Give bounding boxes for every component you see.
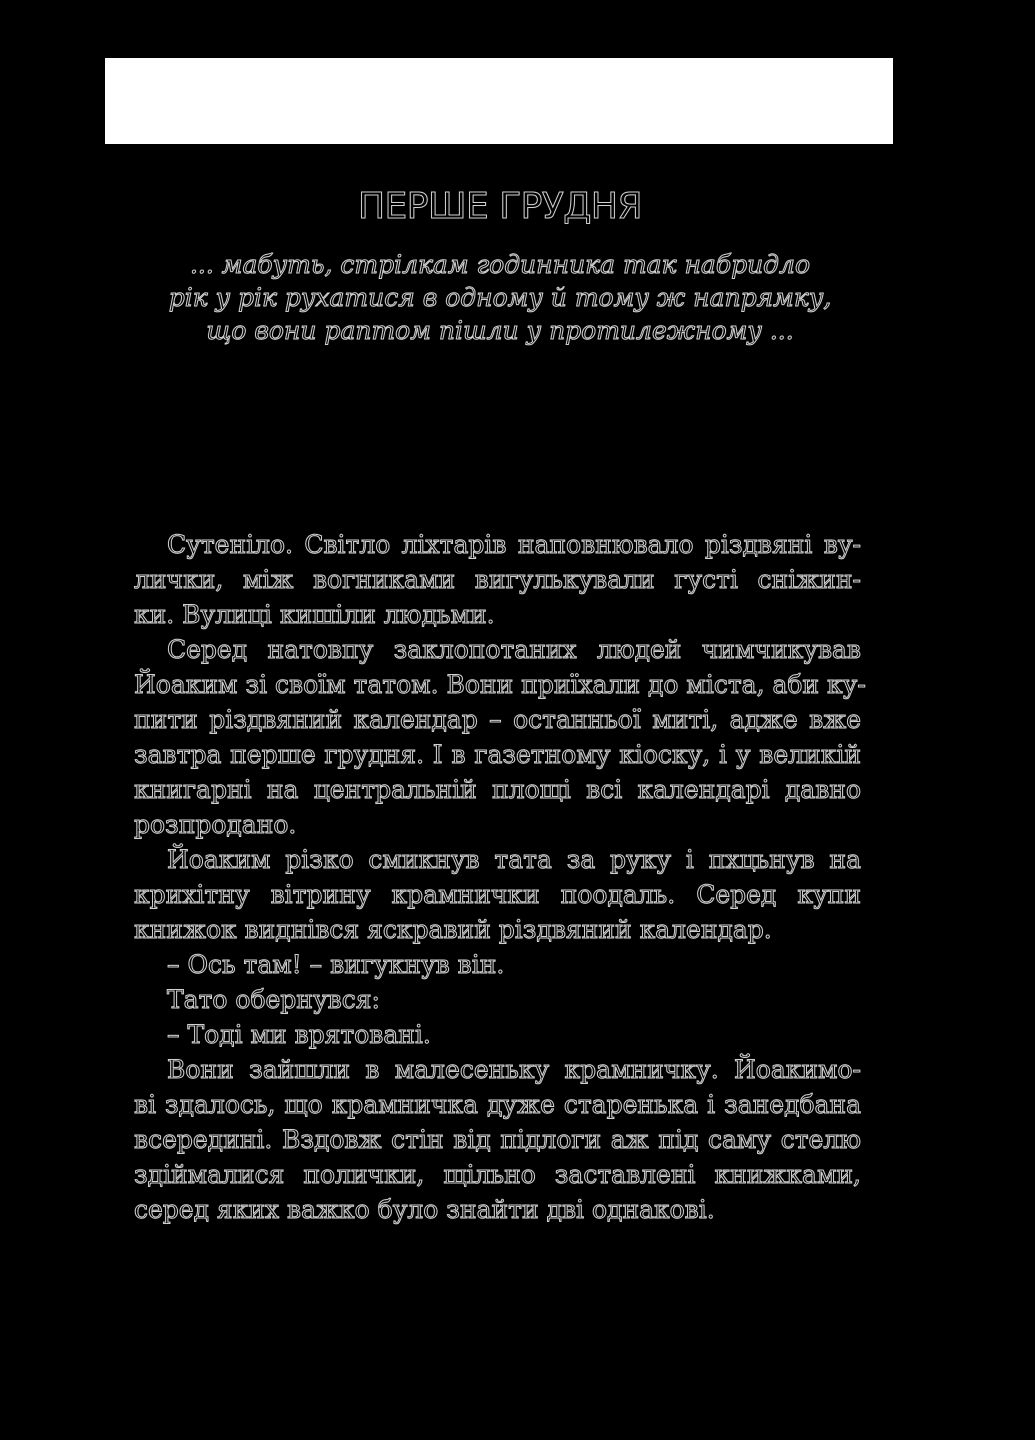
text-line: лички, між вогниками вигулькували густі сніжин- xyxy=(134,565,861,594)
epigraph-line: рік у рік рухатися в одному й тому ж напрямку, xyxy=(168,283,832,312)
epigraph-line: що вони раптом пішли у протилежному ... xyxy=(206,316,794,345)
text-line: – Тоді ми врятовані. xyxy=(167,1020,431,1049)
text-line: ки. Вулиці кишіли людьми. xyxy=(134,600,495,629)
text-line: всередині. Вздовж стін від підлоги аж під саму стелю xyxy=(134,1125,861,1154)
text-line: розпродано. xyxy=(134,810,297,839)
text-line: Йоаким зі своїм татом. Вони приїхали до міста, аби ку- xyxy=(134,670,866,699)
text-line: Йоаким різко смикнув тата за руку і пхцьнув на xyxy=(167,845,861,874)
text-line: Тато обернувся: xyxy=(167,985,380,1014)
epigraph xyxy=(0,248,1000,347)
text-line: Вони зайшли в малесеньку крамничку. Йоакимо- xyxy=(167,1055,861,1084)
epigraph-line: ... мабуть, стрілкам годинника так набридло xyxy=(189,250,810,279)
body-text xyxy=(134,527,866,1227)
text-line: книжок виднівся яскравий різдвяний календар. xyxy=(134,915,772,944)
header-box xyxy=(105,58,893,144)
text-line: здіймалися полички, щільно заставлені книжками, xyxy=(134,1160,861,1189)
text-line: пити різдвяний календар – останньої миті, адже вже xyxy=(134,705,861,734)
text-line: крихітну вітрину крамнички поодаль. Серед купи xyxy=(134,880,861,909)
text-line: книгарні на центральній площі всі календарі давно xyxy=(134,775,861,804)
text-line: серед яких важко було знайти дві однакові. xyxy=(134,1195,715,1224)
text-line: Серед натовпу заклопотаних людей чимчикував xyxy=(167,635,861,664)
text-line: ві здалось, що крамничка дуже старенька і занедбана xyxy=(134,1090,861,1119)
text-line: Сутеніло. Світло ліхтарів наповнювало різдвяні ву- xyxy=(167,530,861,559)
chapter-title: ПЕРШЕ ГРУДНЯ xyxy=(357,186,643,227)
text-line: завтра перше грудня. І в газетному кіоску, і у великій xyxy=(134,740,861,769)
text-line: – Ось там! – вигукнув він. xyxy=(167,950,505,979)
